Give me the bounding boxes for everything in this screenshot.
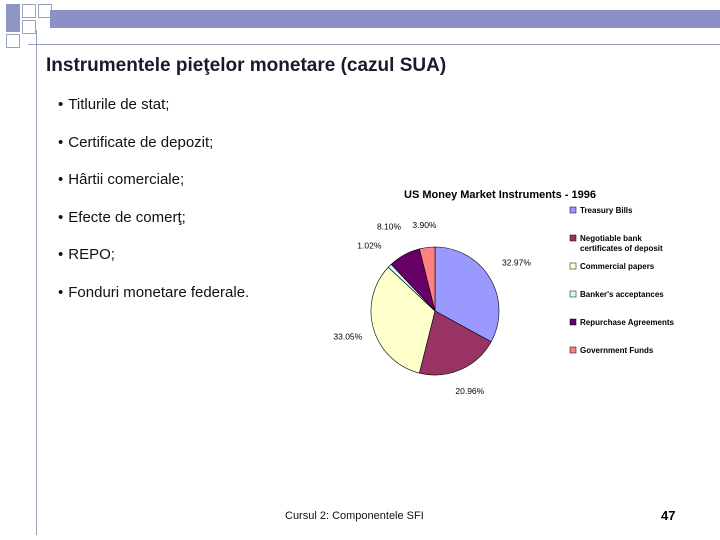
bullet-item: • Titlurile de stat; [58, 96, 170, 113]
bullet-text: Hârtii comerciale; [68, 171, 185, 188]
legend-label: Banker's acceptances [580, 290, 664, 299]
bullet-item: • Fonduri monetare federale. [58, 283, 250, 301]
legend-swatch [570, 347, 576, 353]
slice-data-label: 1.02% [357, 240, 382, 251]
legend-label: Commercial papers [580, 262, 655, 271]
page-number: 47 [661, 508, 676, 523]
bullet-list [58, 96, 249, 321]
legend-swatch [570, 207, 576, 213]
chart-title: US Money Market Instruments - 1996 [404, 189, 596, 201]
bullet-item: • Certificate de depozit; [58, 133, 214, 151]
pie-chart [300, 183, 720, 396]
bullet-text: Fonduri monetare federale. [68, 283, 250, 301]
bullet-item: • Hârtii comerciale; [58, 171, 185, 188]
corner-square-decoration [22, 20, 36, 34]
bullet-text: Certificate de depozit; [68, 133, 214, 151]
legend-swatch [570, 291, 576, 297]
corner-square-decoration [6, 18, 20, 32]
legend-label: Negotiable bank [580, 234, 642, 243]
bullet-item: • REPO; [58, 246, 115, 263]
legend-label: Government Funds [580, 346, 654, 355]
pie-chart-svg [300, 183, 720, 396]
footer-text: Cursul 2: Componentele SFI [285, 510, 424, 522]
slice-data-label: 33.05% [333, 331, 363, 342]
slice-data-label: 32.97% [502, 257, 531, 268]
bullet-item: • Efecte de comerţ; [58, 208, 186, 226]
header-bar [50, 10, 720, 28]
frame-vertical-line [36, 30, 37, 535]
corner-square-decoration [6, 34, 20, 48]
legend-label-line2: certificates of deposit [580, 244, 663, 253]
corner-square-decoration [22, 4, 36, 18]
bullet-text: Efecte de comerţ; [68, 208, 186, 226]
legend-label: Repurchase Agreements [580, 318, 674, 327]
slide-title: Instrumentele pieţelor monetare (cazul SUA) [46, 55, 447, 76]
legend-swatch [570, 263, 576, 269]
slice-data-label: 20.96% [455, 385, 485, 396]
legend-swatch [570, 235, 576, 241]
bullet-text: Titlurile de stat; [68, 96, 170, 113]
slice-data-label: 3.90% [412, 220, 437, 231]
slice-data-label: 8.10% [376, 221, 402, 232]
legend-label: Treasury Bills [580, 206, 633, 215]
frame-horizontal-line [28, 44, 720, 45]
bullet-text: REPO; [68, 246, 115, 263]
corner-square-decoration [6, 4, 20, 18]
legend-swatch [570, 319, 576, 325]
